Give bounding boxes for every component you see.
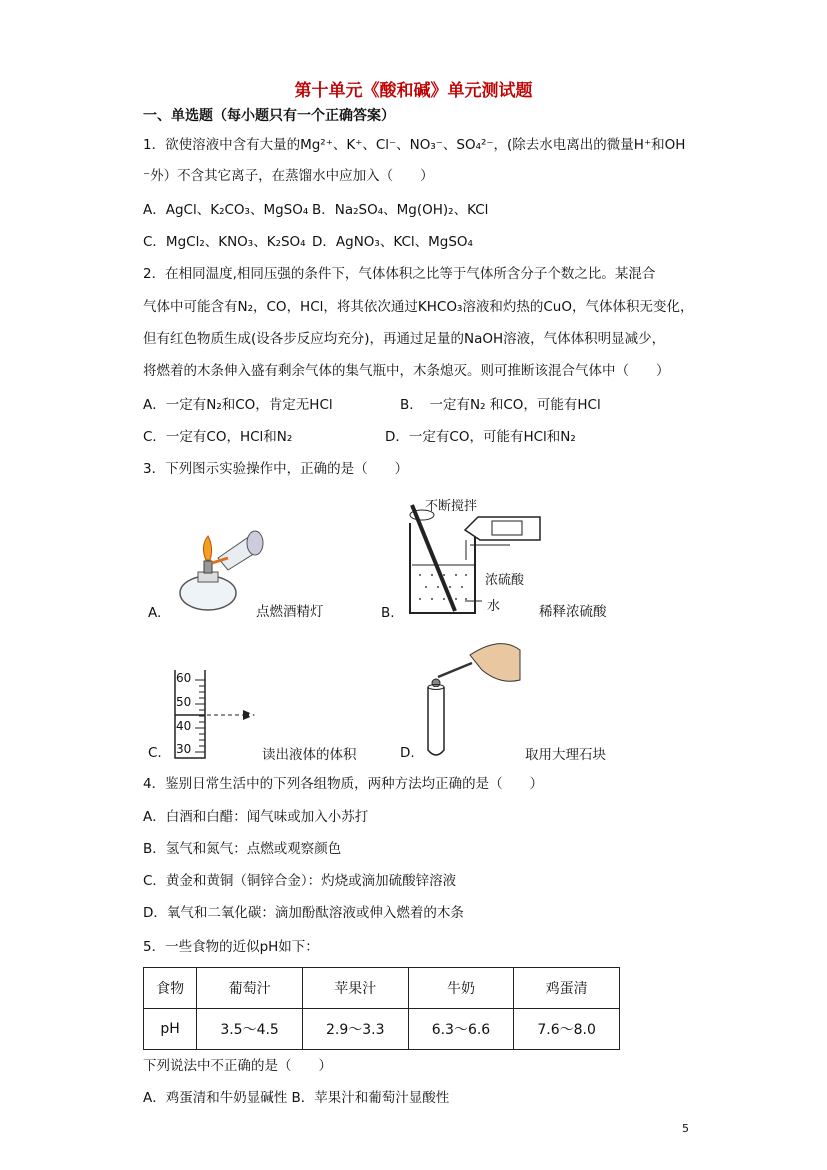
q3-option-a-caption: 点燃酒精灯 bbox=[256, 604, 324, 620]
q3-option-b-letter: B. bbox=[381, 605, 395, 621]
q2-stem-line3: 但有红色物质生成(设各步反应均充分)，再通过足量的NaOH溶液，气体体积明显减少， bbox=[143, 331, 666, 347]
q3-option-c-caption: 读出液体的体积 bbox=[262, 747, 357, 763]
section-heading: 一、单选题（每小题只有一个正确答案） bbox=[143, 108, 395, 124]
table-header-cell: 鸡蛋清 bbox=[514, 968, 620, 1009]
q3-c-tick-30: 30 bbox=[176, 742, 192, 756]
q3-option-d-letter: D. bbox=[400, 745, 415, 761]
q2-option-c: C．一定有CO，HCl和N₂ bbox=[143, 429, 293, 445]
table-cell: 7.6～8.0 bbox=[514, 1009, 620, 1050]
q2-stem-line4: 将燃着的木条伸入盛有剩余气体的集气瓶中，木条熄灭。则可推断该混合气体中（ ） bbox=[143, 363, 670, 379]
q3-c-tick-60: 60 bbox=[176, 671, 192, 685]
q4-stem: 4．鉴别日常生活中的下列各组物质，两种方法均正确的是（ ） bbox=[143, 776, 544, 792]
q3-option-c-letter: C. bbox=[148, 745, 162, 761]
q2-option-b: B． 一定有N₂ 和CO，可能有HCl bbox=[400, 397, 601, 413]
q1-stem-line2: ⁻外）不含其它离子，在蒸馏水中应加入（ ） bbox=[143, 168, 434, 184]
q2-stem-line2: 气体中可能含有N₂，CO，HCl，将其依次通过KHCO₃溶液和灼热的CuO，气体体积无变化， bbox=[143, 299, 694, 315]
q1-option-b: B．Na₂SO₄、Mg(OH)₂、KCl bbox=[312, 202, 489, 218]
q5-options-ab: A．鸡蛋清和牛奶显碱性 B．苹果汁和葡萄汁显酸性 bbox=[143, 1090, 450, 1106]
q2-option-d: D．一定有CO，可能有HCl和N₂ bbox=[385, 429, 576, 445]
table-header-row bbox=[144, 968, 620, 1009]
table-cell: 3.5～4.5 bbox=[197, 1009, 303, 1050]
table-header-cell: 食物 bbox=[144, 968, 197, 1009]
q1-option-c: C．MgCl₂、KNO₃、K₂SO₄ bbox=[143, 234, 306, 250]
table-header-cell: 苹果汁 bbox=[302, 968, 408, 1009]
q4-option-d: D．氧气和二氧化碳：滴加酚酞溶液或伸入燃着的木条 bbox=[143, 905, 464, 921]
alcohol-lamp-figure bbox=[170, 518, 270, 618]
table-header-cell: 牛奶 bbox=[408, 968, 514, 1009]
ph-table bbox=[143, 967, 620, 1050]
table-cell: 6.3～6.6 bbox=[408, 1009, 514, 1050]
q4-option-b: B．氢气和氮气：点燃或观察颜色 bbox=[143, 841, 342, 857]
q1-option-d: D．AgNO₃、KCl、MgSO₄ bbox=[312, 234, 473, 250]
q3-option-a-letter: A. bbox=[148, 605, 162, 621]
table-cell: 2.9～3.3 bbox=[302, 1009, 408, 1050]
q1-stem-line1: 1．欲使溶液中含有大量的Mg²⁺、K⁺、Cl⁻、NO₃⁻、SO₄²⁻，(除去水电离出的微量H⁺和OH bbox=[143, 137, 686, 153]
q4-option-c: C．黄金和黄铜（铜锌合金）：灼烧或滴加硫酸锌溶液 bbox=[143, 873, 457, 889]
q2-option-a: A．一定有N₂和CO，肯定无HCl bbox=[143, 397, 333, 413]
q3-c-tick-50: 50 bbox=[176, 695, 192, 709]
q5-ask: 下列说法中不正确的是（ ） bbox=[143, 1058, 332, 1074]
q3-b-acid-label: 浓硫酸 bbox=[485, 573, 525, 588]
q1-option-a: A．AgCl、K₂CO₃、MgSO₄ bbox=[143, 202, 309, 218]
table-header-cell: 葡萄汁 bbox=[197, 968, 303, 1009]
q3-option-d-caption: 取用大理石块 bbox=[525, 747, 606, 763]
page-title: 第十单元《酸和碱》单元测试题 bbox=[294, 81, 533, 101]
table-cell: pH bbox=[144, 1009, 197, 1050]
q3-option-b-caption: 稀释浓硫酸 bbox=[539, 604, 607, 620]
q3-c-tick-40: 40 bbox=[176, 719, 192, 733]
q3-b-water-label: 水 bbox=[487, 599, 501, 614]
q3-b-stir-label: 不断搅拌 bbox=[425, 499, 478, 514]
q2-stem-line1: 2．在相同温度,相同压强的条件下，气体体积之比等于气体所含分子个数之比。某混合 bbox=[143, 266, 656, 282]
page-number: 5 bbox=[682, 1122, 689, 1135]
dilute-acid-figure bbox=[400, 495, 550, 625]
q3-stem: 3．下列图示实验操作中，正确的是（ ） bbox=[143, 461, 409, 477]
q4-option-a: A．白酒和白醋：闻气味或加入小苏打 bbox=[143, 809, 369, 825]
table-row bbox=[144, 1009, 620, 1050]
q5-stem: 5．一些食物的近似pH如下： bbox=[143, 939, 319, 955]
test-tube-figure bbox=[410, 625, 530, 765]
